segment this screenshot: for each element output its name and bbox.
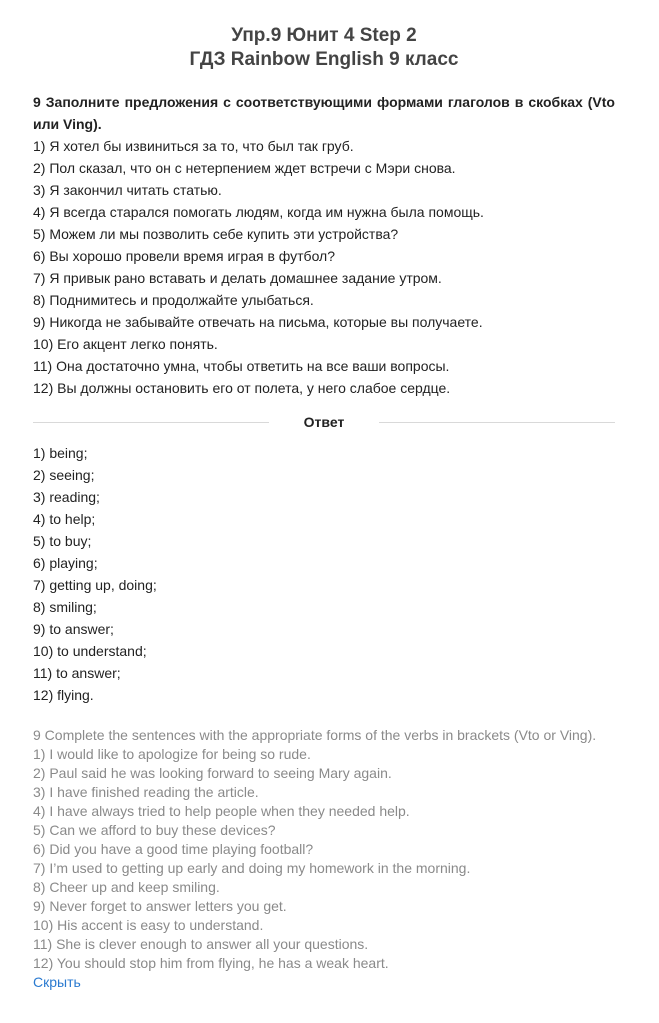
answer-label: Ответ [303,414,345,430]
translation-item: 11) She is clever enough to answer all your questions. [33,936,369,952]
task-item: 11) Она достаточно умна, чтобы ответить на все ваши вопросы. [33,358,450,374]
answer-item: 4) to help; [33,511,96,527]
answer-item: 12) flying. [33,687,94,703]
translation-item: 8) Cheer up and keep smiling. [33,879,220,895]
task-item: 8) Поднимитесь и продолжайте улыбаться. [33,292,314,308]
answer-item: 6) playing; [33,555,98,571]
divider-line-right [379,422,615,423]
page-subtitle: ГДЗ Rainbow English 9 класс [189,49,459,70]
answer-item: 8) smiling; [33,599,97,615]
answer-item: 9) to answer; [33,621,114,637]
task-item: 6) Вы хорошо провели время играя в футбол? [33,248,335,264]
answer-item: 2) seeing; [33,467,95,483]
answer-item: 5) to buy; [33,533,92,549]
answer-item: 7) getting up, doing; [33,577,157,593]
answer-list [33,442,615,706]
task-item: 3) Я закончил читать статью. [33,182,222,198]
translation-heading: 9 Complete the sentences with the appropriate forms of the verbs in brackets (Vto or Ving). [33,727,597,743]
task-item: 9) Никогда не забывайте отвечать на письма, которые вы получаете. [33,314,483,330]
page-title: Упр.9 Юнит 4 Step 2 [231,25,417,46]
translation-block [33,726,615,992]
answer-item: 10) to understand; [33,643,147,659]
answer-item: 11) to answer; [33,665,121,681]
task-item: 12) Вы должны остановить его от полета, у него слабое сердце. [33,380,451,396]
task-item: 10) Его акцент легко понять. [33,336,218,352]
answer-divider [33,411,615,433]
translation-item: 9) Never forget to answer letters you get. [33,898,287,914]
answer-item: 3) reading; [33,489,100,505]
translation-item: 4) I have always tried to help people when they needed help. [33,803,410,819]
translation-item: 6) Did you have a good time playing football? [33,841,314,857]
translation-item: 2) Paul said he was looking forward to seeing Mary again. [33,765,392,781]
translation-item: 10) His accent is easy to understand. [33,917,264,933]
task-list [33,135,615,399]
hide-translation-link[interactable]: Скрыть [33,974,81,990]
translation-item: 5) Can we afford to buy these devices? [33,822,276,838]
task-item: 5) Можем ли мы позволить себе купить эти устройства? [33,226,399,242]
page-content [33,0,615,992]
translation-item: 7) I’m used to getting up early and doing my homework in the morning. [33,860,471,876]
translation-item: 1) I would like to apologize for being so rude. [33,746,311,762]
task-item: 2) Пол сказал, что он с нетерпением ждет встречи с Мэри снова. [33,160,456,176]
task-item: 4) Я всегда старался помогать людям, когда им нужна была помощь. [33,204,484,220]
task-item: 1) Я хотел бы извиниться за то, что был так груб. [33,138,354,154]
answer-item: 1) being; [33,445,88,461]
translation-list [33,745,615,973]
translation-item: 3) I have finished reading the article. [33,784,259,800]
task-heading: 9 Заполните предложения с соответствующими формами глаголов в скобках (Vto или Ving). [33,94,615,132]
task-item: 7) Я привык рано вставать и делать домашнее задание утром. [33,270,442,286]
translation-item: 12) You should stop him from flying, he has a weak heart. [33,955,389,971]
